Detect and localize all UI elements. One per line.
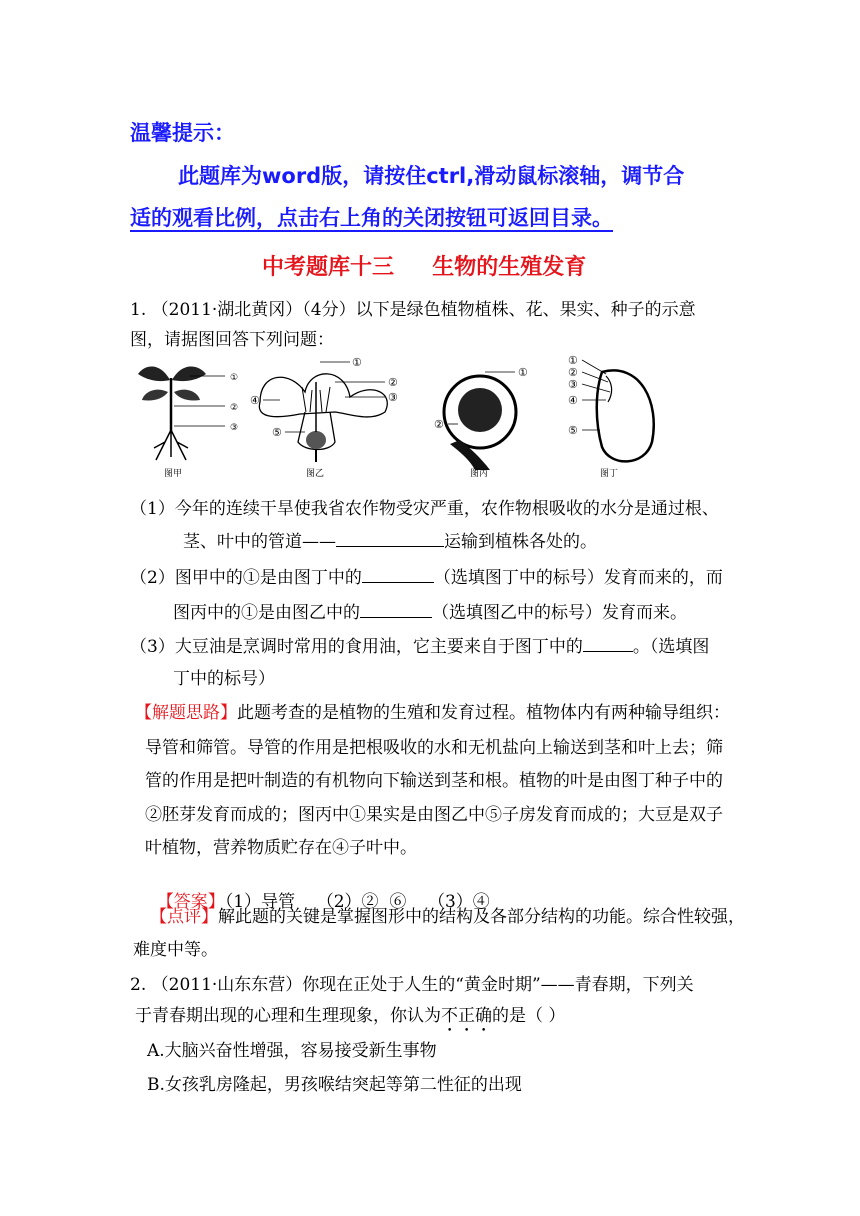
q2-stem-line-1: 2. （2011·山东东营）你现在正处于人生的“黄金时期”——青春期，下列关 <box>130 975 694 995</box>
marker-ding-2: ② <box>568 366 578 379</box>
q2-option-b: B.女孩乳房隆起，男孩喉结突起等第二性征的出现 <box>147 1075 522 1095</box>
figure-jia-plant <box>138 366 225 460</box>
comment-tag: 【点评】 <box>150 907 218 927</box>
marker-bing-2: ② <box>434 418 444 431</box>
q1-sub1-blank[interactable] <box>336 530 444 547</box>
marker-jia-1: ① <box>230 373 239 383</box>
figure-jia-label: 图甲 <box>164 469 183 479</box>
chapter-title: 中考题库十三 生物的生殖发育 <box>262 255 587 280</box>
q1-sub1-pre: 茎、叶中的管道—— <box>183 532 336 552</box>
marker-bing-1: ① <box>518 366 528 379</box>
q2-stem-emphasis: 不正确 <box>441 1006 492 1026</box>
comment-line-2: 难度中等。 <box>133 940 218 960</box>
analysis-text-1: 此题考查的是植物的生殖和发育过程。植物体内有两种输导组织： <box>237 703 730 723</box>
marker-yi-2: ② <box>388 376 398 389</box>
q2-stem-line-2 <box>135 1001 565 1036</box>
analysis-line-3: 管的作用是把叶制造的有机物向下输送到茎和根。植物的叶是由图丁种子中的 <box>145 771 723 791</box>
q2-stem-post: 的是（ ） <box>492 1006 566 1026</box>
q1-sub3-line-b: 丁中的标号） <box>173 669 275 689</box>
figure-ding-label: 图丁 <box>600 469 619 479</box>
tip-line-2: 适的观看比例，点击右上角的关闭按钮可返回目录。 <box>130 206 613 230</box>
q1-sub3-line-a <box>130 632 709 657</box>
q1-figures <box>130 352 670 482</box>
tip-line-1: 此题库为word版，请按住ctrl,滑动鼠标滚轴，调节合 <box>178 164 685 188</box>
marker-jia-3: ③ <box>230 423 239 433</box>
q1-sub2a-post: （选填图丁中的标号）发育而来的，而 <box>433 568 723 588</box>
figure-bing-label: 图丙 <box>470 469 489 479</box>
q1-sub2-line-b <box>173 598 687 623</box>
q1-sub2-line-a <box>130 563 723 588</box>
q1-sub2a-pre: （2）图甲中的①是由图丁中的 <box>130 568 362 588</box>
q1-sub1-line-a: （1）今年的连续干旱使我省农作物受灾严重，农作物根吸收的水分是通过根、 <box>130 499 719 519</box>
q1-stem-line-1: 1. （2011·湖北黄冈）（4分）以下是绿色植物植株、花、果实、种子的示意 <box>130 300 696 320</box>
figure-yi-label: 图乙 <box>306 469 325 479</box>
analysis-tag: 【解题思路】 <box>135 703 237 723</box>
marker-yi-3: ③ <box>388 391 398 404</box>
analysis-line-2: 导管和筛管。导管的作用是把根吸收的水和无机盐向上输送到茎和叶上去；筛 <box>145 738 723 758</box>
analysis-line-1 <box>135 698 730 723</box>
figure-ding-seed <box>582 360 654 461</box>
q1-sub1-line-b <box>183 527 597 552</box>
q2-stem-pre: 于青春期出现的心理和生理现象，你认为 <box>135 1006 441 1026</box>
marker-ding-3: ③ <box>568 378 578 391</box>
q1-sub2b-post: （选填图乙中的标号）发育而来。 <box>432 603 687 623</box>
tip-title: 温馨提示： <box>130 121 235 145</box>
marker-yi-1: ① <box>352 356 362 369</box>
q1-sub1-post: 运输到植株各处的。 <box>444 532 597 552</box>
figure-bing-fruit <box>444 372 516 470</box>
marker-yi-4: ④ <box>250 394 260 407</box>
q1-sub3-blank[interactable] <box>583 635 633 652</box>
marker-ding-1: ① <box>568 354 578 367</box>
figure-yi-flower <box>259 362 387 462</box>
marker-jia-2: ② <box>230 403 239 413</box>
comment-line-1 <box>150 902 745 927</box>
q1-sub2a-blank[interactable] <box>362 566 434 583</box>
marker-yi-5: ⑤ <box>272 426 282 439</box>
q2-option-a: A.大脑兴奋性增强，容易接受新生事物 <box>147 1041 437 1061</box>
analysis-line-5: 叶植物，营养物质贮存在④子叶中。 <box>145 838 417 858</box>
answer-text: （1）导管 （2）② ⑥ （3）④ <box>224 892 490 912</box>
marker-ding-4: ④ <box>568 394 578 407</box>
answer-tag: 【答案】 <box>156 892 225 912</box>
q1-stem-line-2: 图，请据图回答下列问题： <box>130 330 334 350</box>
q1-sub2b-pre: 图丙中的①是由图乙中的 <box>173 603 360 623</box>
marker-ding-5: ⑤ <box>568 424 578 437</box>
q1-sub3-post: 。（选填图 <box>632 637 710 657</box>
q1-sub3-pre: （3）大豆油是烹调时常用的食用油，它主要来自于图丁中的 <box>130 637 583 657</box>
analysis-line-4: ②胚芽发育而成的；图丙中①果实是由图乙中⑤子房发育而成的；大豆是双子 <box>145 805 723 825</box>
q1-sub2b-blank[interactable] <box>360 601 432 618</box>
comment-text-1: 解此题的关键是掌握图形中的结构及各部分结构的功能。综合性较强， <box>218 907 745 927</box>
